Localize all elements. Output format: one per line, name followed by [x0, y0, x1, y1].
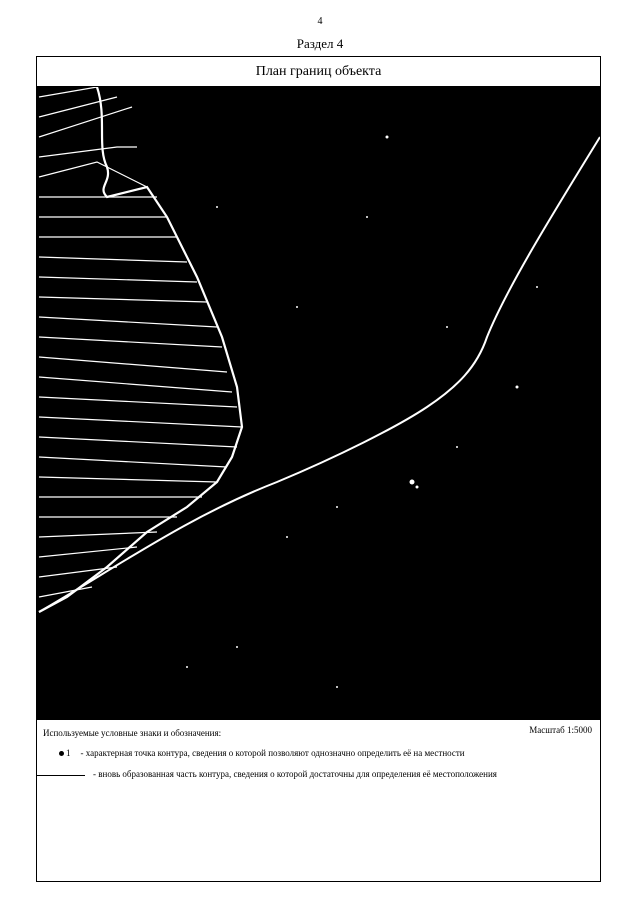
legend-point-row: [59, 747, 465, 759]
line-sample-icon: [37, 775, 85, 776]
point-label: 1: [66, 748, 71, 758]
point-description: - характерная точка контура, сведения о которой позволяют однозначно определить её на местности: [80, 748, 465, 758]
legend-header: Используемые условные знаки и обозначения:: [43, 728, 222, 738]
satellite-map: [37, 87, 600, 720]
map-scale: Масштаб 1:5000: [529, 725, 592, 735]
map-drawing: [37, 87, 600, 720]
page-number: 4: [317, 16, 323, 27]
point-dot-icon: [59, 751, 64, 756]
plan-frame: [36, 56, 601, 882]
section-title: Раздел 4: [296, 36, 344, 51]
plan-title: План границ объекта: [37, 57, 600, 87]
line-description: - вновь образованная часть контура, сведения о которой достаточны для определения её местоположения: [93, 769, 497, 779]
